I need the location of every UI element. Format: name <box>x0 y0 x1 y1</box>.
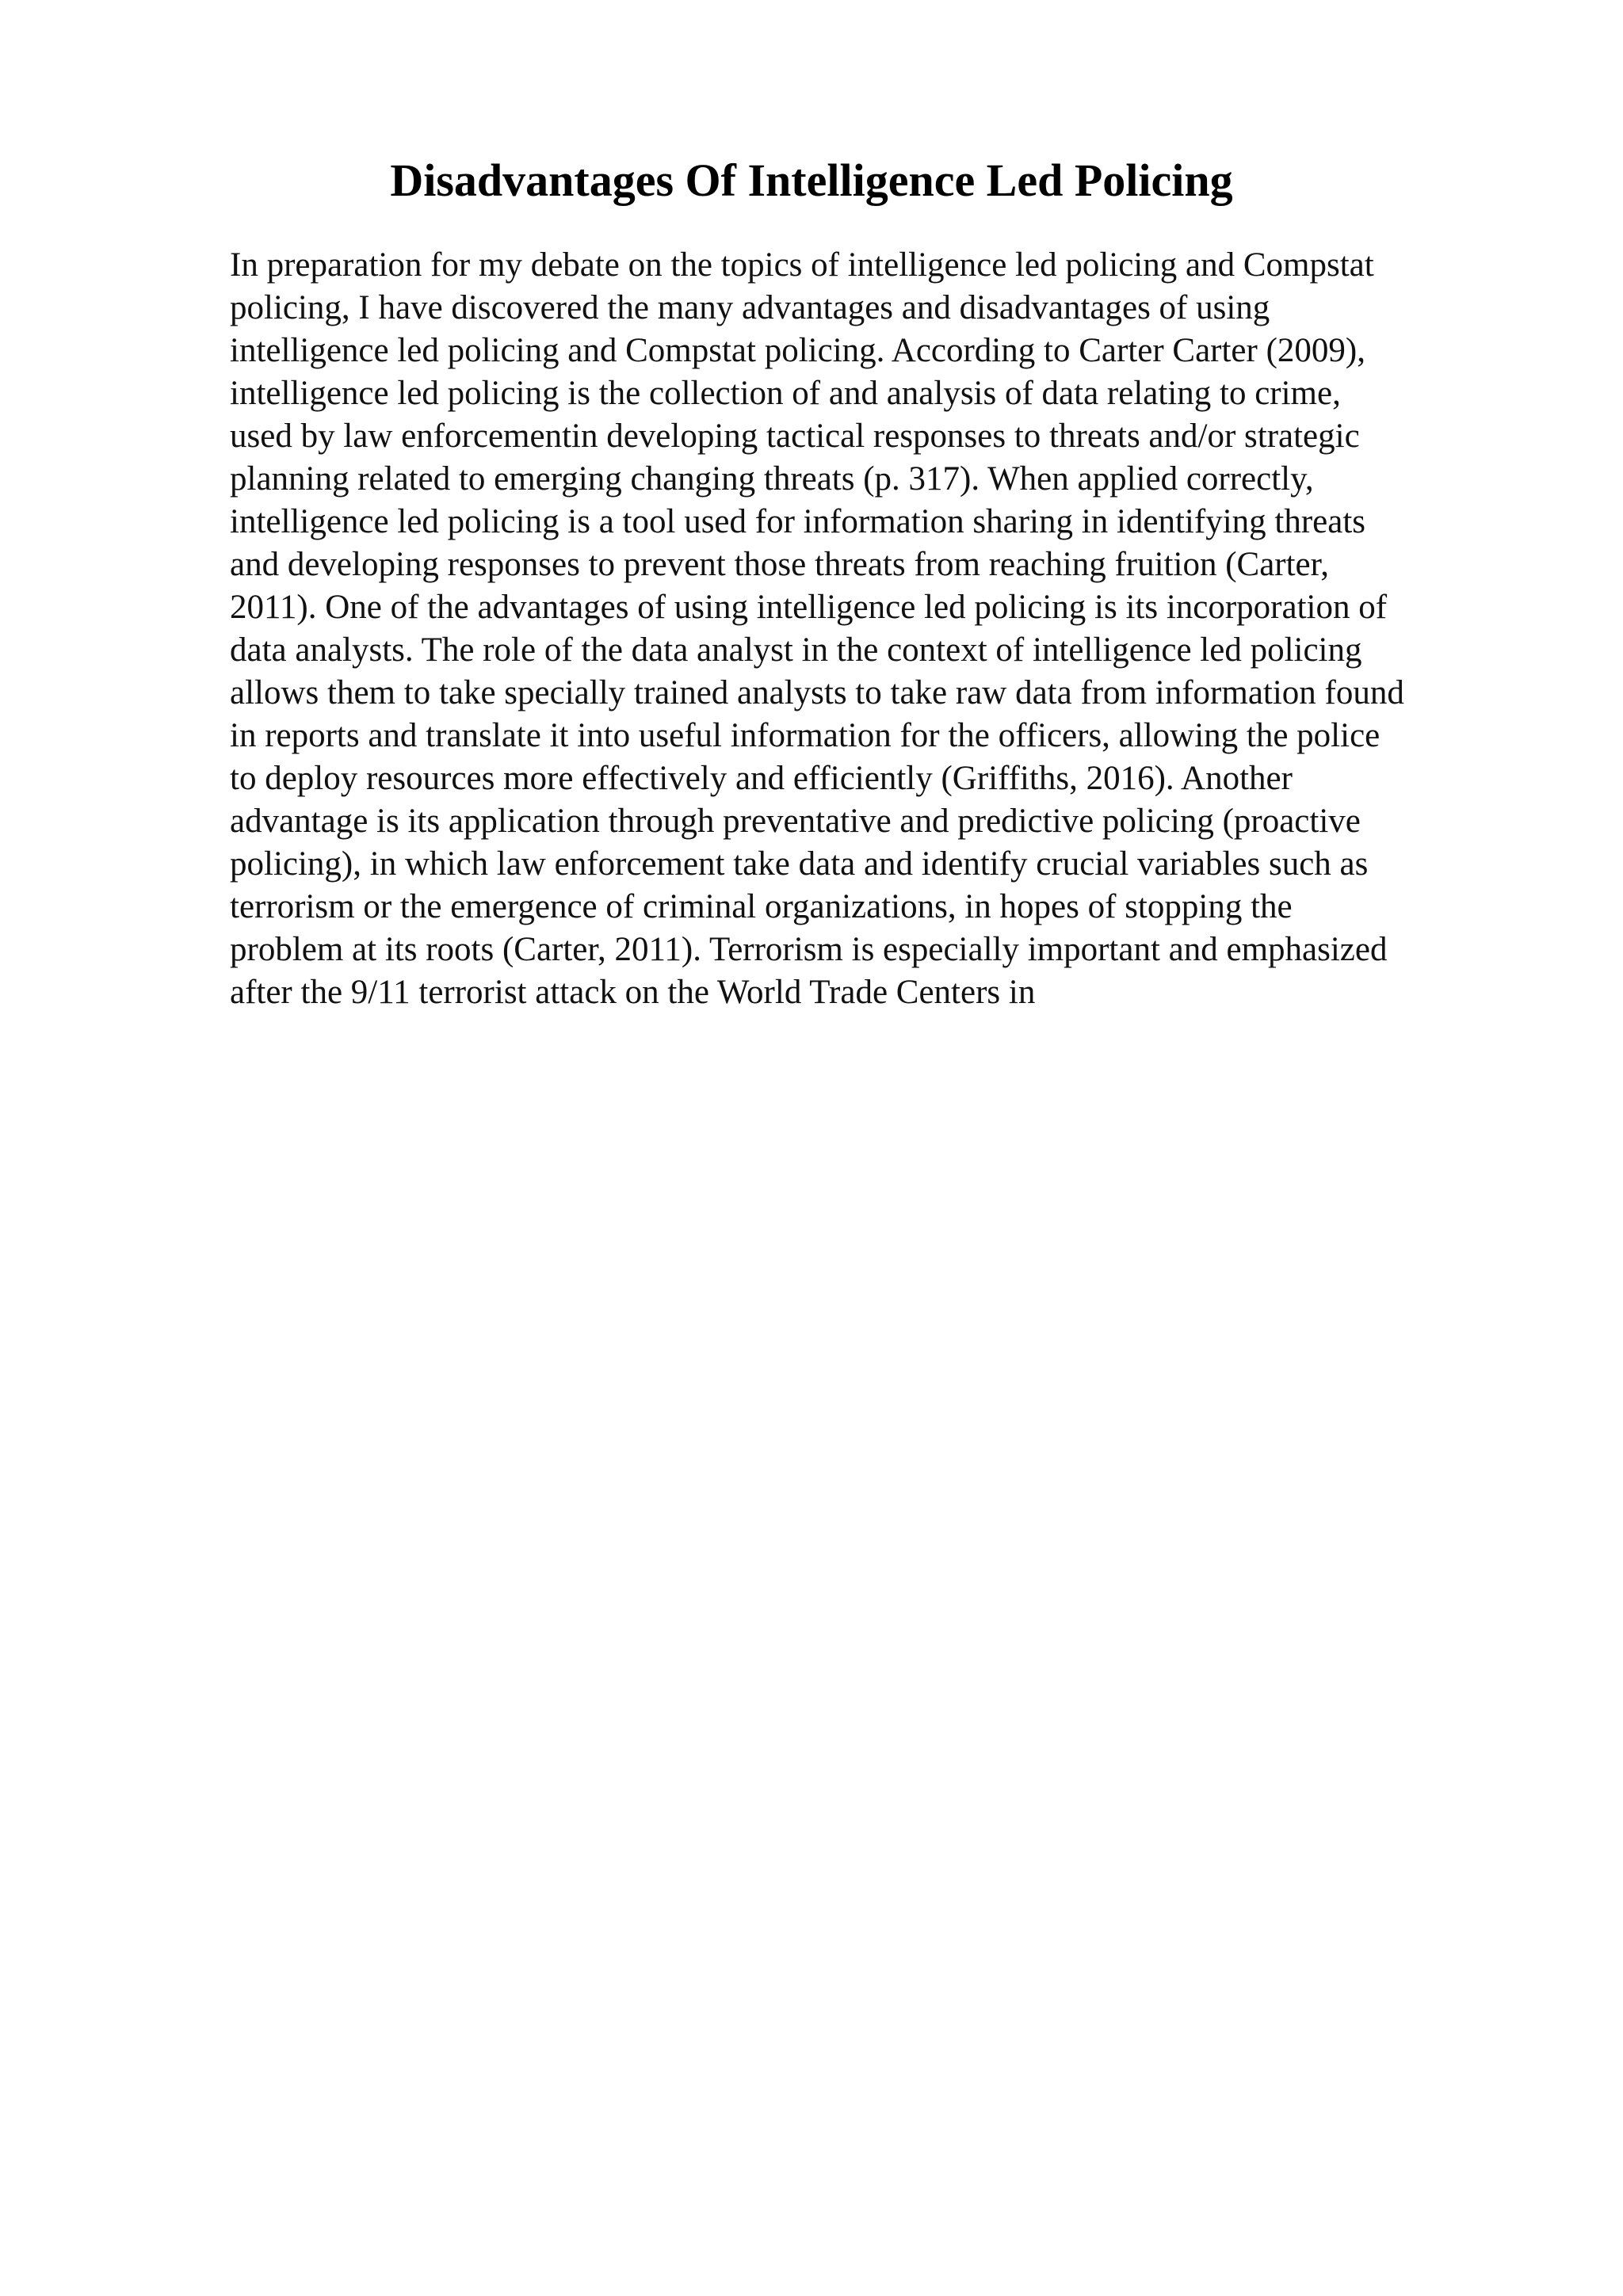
body-line: advantage is its application through preventative and predictive policing (proactive <box>230 803 1361 840</box>
body-line: 2011). One of the advantages of using intelligence led policing is its incorporation of <box>230 589 1388 626</box>
body-line: to deploy resources more effectively and efficiently (Griffiths, 2016). Another <box>230 760 1293 797</box>
body-line: used by law enforcementin developing tactical responses to threats and/or strategic <box>230 418 1360 455</box>
body-line: intelligence led policing and Compstat policing. According to Carter Carter (2009), <box>230 332 1365 369</box>
document-title: Disadvantages Of Intelligence Led Policing <box>390 154 1233 206</box>
body-line: intelligence led policing is the collection of and analysis of data relating to crime, <box>230 375 1341 412</box>
body-line: after the 9/11 terrorist attack on the World Trade Centers in <box>230 974 1036 1011</box>
body-line: intelligence led policing is a tool used for information sharing in identifying threats <box>230 503 1366 540</box>
body-line: planning related to emerging changing threats (p. 317). When applied correctly, <box>230 460 1314 498</box>
body-line: and developing responses to prevent those threats from reaching fruition (Carter, <box>230 546 1329 583</box>
body-line: in reports and translate it into useful information for the officers, allowing the police <box>230 717 1381 754</box>
body-line: policing), in which law enforcement take data and identify crucial variables such as <box>230 845 1369 883</box>
document-body <box>230 244 1498 1014</box>
body-line: allows them to take specially trained analysts to take raw data from information found <box>230 674 1404 711</box>
body-line: policing, I have discovered the many advantages and disadvantages of using <box>230 289 1270 326</box>
body-line: problem at its roots (Carter, 2011). Terrorism is especially important and emphasized <box>230 931 1388 968</box>
body-line: terrorism or the emergence of criminal organizations, in hopes of stopping the <box>230 888 1293 925</box>
body-line: data analysts. The role of the data analyst in the context of intelligence led policing <box>230 631 1362 669</box>
body-line: In preparation for my debate on the topics of intelligence led policing and Compstat <box>230 246 1374 284</box>
